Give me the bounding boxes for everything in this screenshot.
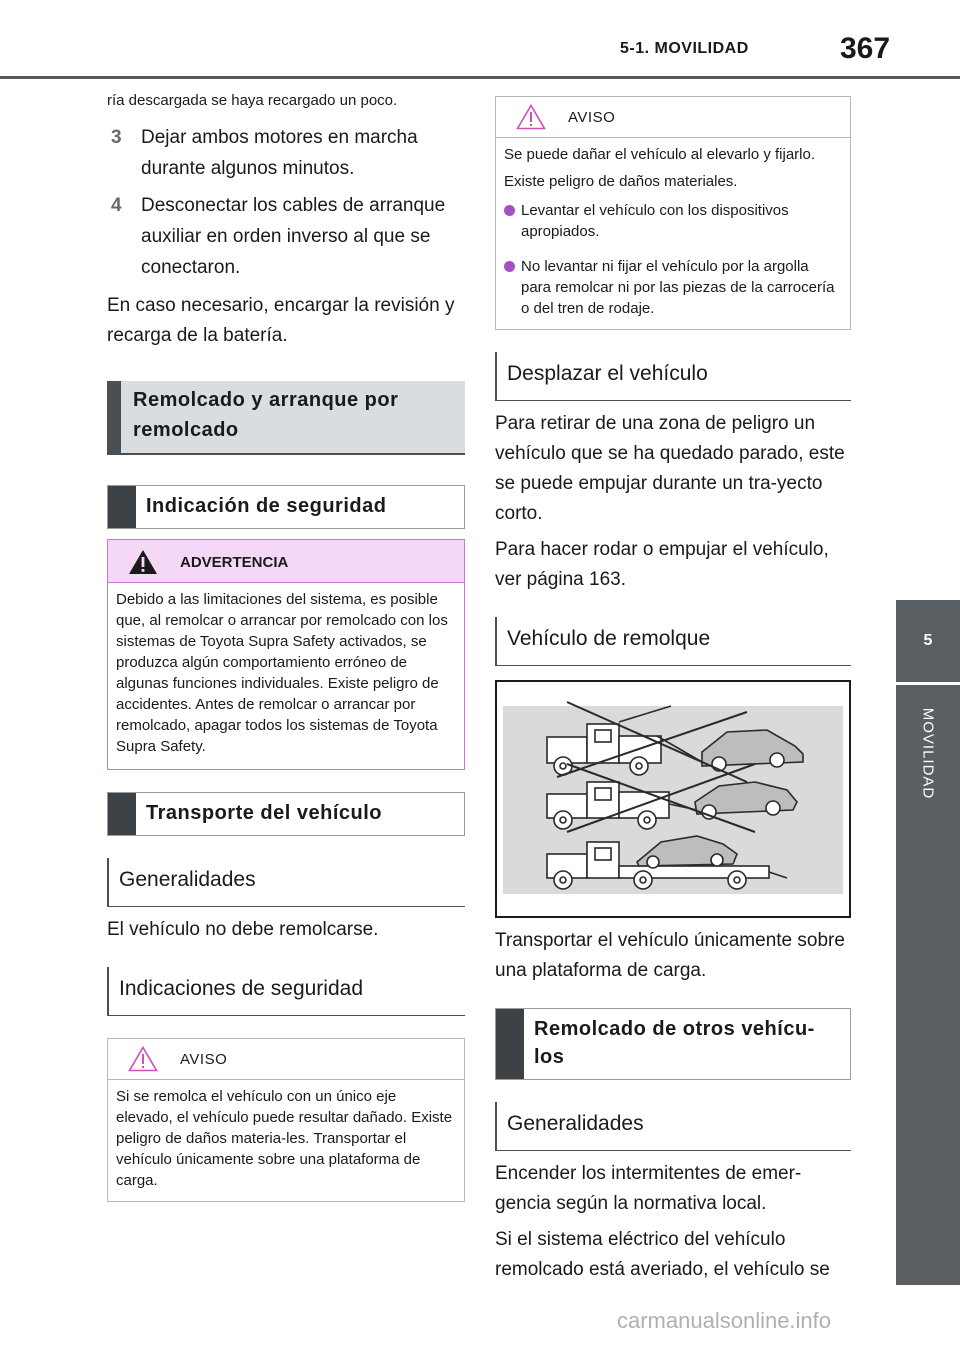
list-item	[504, 256, 840, 319]
notice-triangle-icon	[516, 104, 546, 130]
minor-heading-safety-notes: Indicaciones de seguridad	[107, 967, 465, 1016]
notice-box	[107, 1038, 465, 1202]
transport-paragraph: Transportar el vehículo únicamente sobre una plataforma de carga.	[495, 930, 845, 981]
section-heading-towing: Remolcado y arranque por remolcado	[107, 381, 465, 455]
minor-heading-move: Desplazar el vehículo	[495, 352, 851, 401]
tow-trucks-illustration	[497, 682, 849, 916]
subheading-tow-others	[495, 1008, 851, 1080]
minor-heading-tow-vehicle: Vehículo de remolque	[495, 617, 851, 666]
battery-paragraph: En caso necesario, encargar la revisión y recarga de la batería.	[107, 295, 455, 346]
notice-header	[496, 97, 850, 137]
notice-line: Existe peligro de daños materiales.	[504, 173, 738, 190]
step-item	[107, 190, 465, 283]
list-item	[504, 200, 840, 242]
electric-paragraph: Si el sistema eléctrico del vehículo remolcado está averiado, el vehículo se	[495, 1229, 830, 1280]
step-number: 3	[111, 127, 122, 148]
notice-body	[496, 137, 850, 329]
towing-illustration	[495, 680, 851, 918]
chapter-label: MOVILIDAD	[919, 707, 937, 800]
subheading-text: Remolcado de otros vehícu-los	[534, 1018, 815, 1068]
minor-heading-general: Generalidades	[107, 858, 465, 907]
step-text: Desconectar los cables de arranque auxiliar en orden inverso al que se conectaron.	[141, 195, 446, 278]
heading-bar	[108, 793, 136, 835]
notice-box	[495, 96, 851, 330]
page-number: 367	[840, 32, 891, 65]
list-item-text: Levantar el vehículo con los dispositivos apropiados.	[521, 202, 789, 240]
step-number: 4	[111, 195, 122, 216]
step-item	[107, 122, 465, 184]
heading-bar	[108, 486, 136, 528]
list-item-text: No levantar ni fijar el vehículo por la argolla para remolcar ni por las piezas de la carrocería o del tren de rodaje.	[521, 258, 835, 317]
move-paragraph: Para retirar de una zona de peligro un vehículo que se ha quedado parado, este se puede empujar durante un tra-yecto corto.	[495, 413, 845, 524]
header-rule	[0, 76, 960, 79]
warning-text: Debido a las limitaciones del sistema, es posible que, al remolcar o arrancar por remolcado con los sistemas de Toyota Supra Safety activados, se produzca algún comportamiento erróneo de algunas funciones individuales. Existe peligro de accidentes. Antes de remolcar o arrancar por remolcado, apagar todos los sistemas de Toyota Supra Safety.	[108, 582, 464, 769]
notice-header	[108, 1039, 464, 1079]
subheading-text: Indicación de seguridad	[146, 495, 387, 517]
heading-bar	[496, 1009, 524, 1079]
section-title: 5-1. MOVILIDAD	[620, 40, 749, 57]
notice-title: AVISO	[180, 1050, 228, 1068]
continued-text: ría descargada se haya recargado un poco.	[107, 92, 398, 109]
chapter-number: 5	[923, 632, 933, 649]
move-reference-paragraph: Para hacer rodar o empujar el vehículo, ver página 163.	[495, 539, 829, 590]
chapter-tab[interactable]	[896, 600, 960, 682]
step-text: Dejar ambos motores en marcha durante algunos minutos.	[141, 127, 418, 179]
notice-triangle-icon	[128, 1046, 158, 1072]
hazard-paragraph: Encender los intermitentes de emer-gencia según la normativa local.	[495, 1163, 802, 1214]
watermark: carmanualsonline.info	[617, 1308, 832, 1333]
left-column	[107, 90, 465, 1202]
subheading-safety	[107, 485, 465, 529]
subheading-transport	[107, 792, 465, 836]
bullet-dot-icon	[504, 205, 515, 216]
warning-header	[108, 540, 464, 582]
warning-box	[107, 539, 465, 770]
bullet-dot-icon	[504, 261, 515, 272]
warning-title: ADVERTENCIA	[180, 553, 289, 571]
notice-text: Si se remolca el vehículo con un único eje elevado, el vehículo puede resultar dañado. Existe peligro de daños materia-les. Transportar el vehículo únicamente sobre una plataforma de carga.	[108, 1079, 464, 1201]
subheading-text: Transporte del vehículo	[146, 802, 383, 824]
notice-line: Se puede dañar el vehículo al elevarlo y fijarlo.	[504, 146, 816, 163]
right-column	[495, 96, 851, 1285]
warning-triangle-icon	[128, 549, 158, 575]
notice-title: AVISO	[568, 108, 616, 126]
no-tow-paragraph: El vehículo no debe remolcarse.	[107, 919, 379, 940]
minor-heading-general: Generalidades	[495, 1102, 851, 1151]
